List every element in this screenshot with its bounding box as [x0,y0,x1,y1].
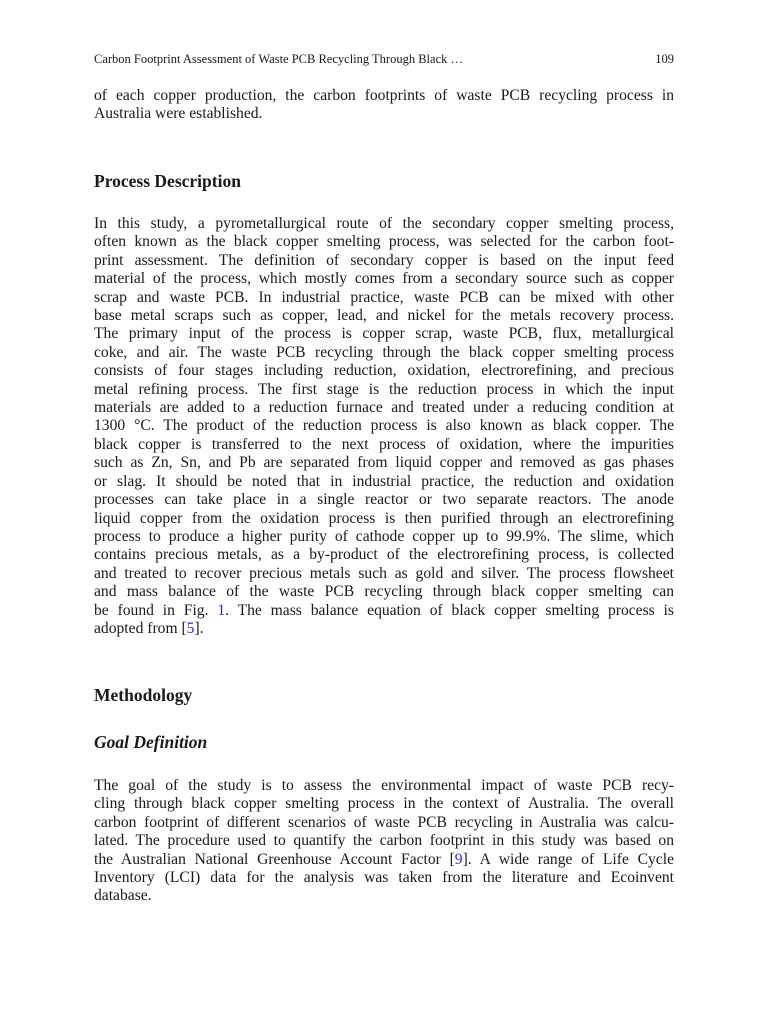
text-line: black copper is transferred to the next process of oxidation, where the impurities [94,435,674,453]
text-line: lated. The procedure used to quantify the carbon footprint in this study was based on [94,832,674,850]
text-line: processes can take place in a single reactor or two separate reactors. The anode [94,491,674,509]
text-line: metal refining process. The first stage is the reduction process in which the input [94,380,674,398]
text-line: of each copper production, the carbon footprints of waste PCB recycling process in [94,87,674,104]
goal-paragraph [94,777,674,906]
citation-link[interactable]: 9 [454,850,463,868]
text-line: Australia were established. [94,105,263,123]
text-line: coke, and air. The waste PCB recycling through the black copper smelting process [94,343,674,361]
text-line: material of the process, which mostly comes from a secondary source such as copper [94,270,674,288]
text-line [94,620,674,638]
text-line: liquid copper from the oxidation process is then purified through an electrorefining [94,509,674,527]
text-fragment: . The mass balance equation of black copper smelting process is [225,601,674,619]
text-line: database. [94,887,152,905]
text-line: The primary input of the process is copper scrap, waste PCB, flux, metallurgical [94,325,674,343]
text-fragment: the Australian National Greenhouse Account Factor [ [94,850,455,868]
figure-link[interactable]: 1 [217,601,226,619]
process-paragraph [94,215,674,638]
running-title: Carbon Footprint Assessment of Waste PCB Recycling Through Black … [94,52,463,66]
section-heading-process: Process Description [94,171,241,191]
text-line: contains precious metals, as a by-product of the electrorefining process, is collected [94,546,674,564]
text-line: consists of four stages including reduction, oxidation, electrorefining, and precious [94,362,674,380]
text-line: materials are added to a reduction furnace and treated under a reducing condition at [94,399,674,417]
text-fragment: ]. [194,619,204,637]
page-number: 109 [655,52,674,66]
text-line: 1300 °C. The product of the reduction process is also known as black copper. The [94,417,674,435]
text-line: The goal of the study is to assess the environmental impact of waste PCB recy- [94,777,674,794]
subsection-heading-goal: Goal Definition [94,732,208,752]
text-line: Inventory (LCI) data for the analysis was taken from the literature and Ecoinvent [94,869,674,887]
citation-link[interactable]: 5 [186,619,195,637]
text-line: In this study, a pyrometallurgical route of the secondary copper smelting process, [94,215,674,232]
text-fragment: be found in Fig. [94,601,218,619]
text-line: print assessment. The definition of secondary copper is based on the input feed [94,251,674,269]
text-line: and treated to recover precious metals such as gold and silver. The process flowsheet [94,564,674,582]
text-line [94,602,674,620]
text-fragment: ]. A wide range of Life Cycle [462,850,674,868]
intro-paragraph [94,87,674,124]
text-line: scrap and waste PCB. In industrial practice, waste PCB can be mixed with other [94,288,674,306]
text-line: such as Zn, Sn, and Pb are separated from liquid copper and removed as gas phases [94,454,674,472]
text-line: base metal scraps such as copper, lead, and nickel for the metals recovery process. [94,307,674,325]
text-line: cling through black copper smelting process in the context of Australia. The overall [94,795,674,813]
running-header [94,52,674,67]
text-fragment: adopted from [ [94,619,187,637]
text-line [94,851,674,869]
text-line: and mass balance of the waste PCB recycling through black copper smelting can [94,583,674,601]
text-line: carbon footprint of different scenarios of waste PCB recycling in Australia was calcu- [94,813,674,831]
text-line: or slag. It should be noted that in industrial practice, the reduction and oxidation [94,472,674,490]
text-line: process to produce a higher purity of cathode copper up to 99.9%. The slime, which [94,527,674,545]
text-line: often known as the black copper smelting process, was selected for the carbon foot- [94,233,674,251]
section-heading-methodology: Methodology [94,685,193,705]
